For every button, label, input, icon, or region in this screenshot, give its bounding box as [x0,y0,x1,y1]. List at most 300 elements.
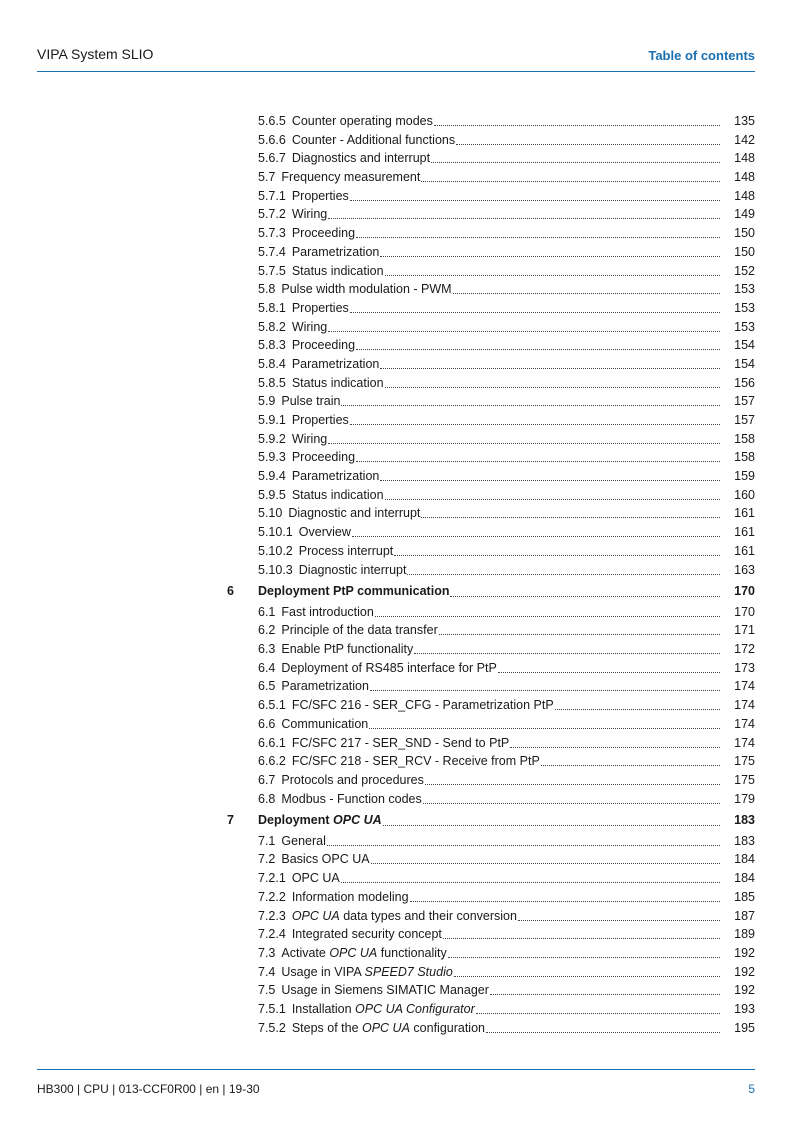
section-number: 6.5 [258,679,276,694]
toc-entry[interactable] [0,734,793,753]
toc-entry[interactable] [0,850,793,869]
toc-entry[interactable] [0,318,793,337]
dot-leader [486,1019,720,1033]
toc-entry-title [258,850,370,869]
header-rule [37,71,755,72]
toc-entry-title [258,790,422,809]
section-number: 6.4 [258,660,276,675]
toc-entry-title [258,1000,475,1019]
section-number: 7.2.3 [258,908,286,923]
section-number: 5.9.2 [258,431,286,446]
toc-entry-text [258,925,723,944]
toc-title-text: Deployment of RS485 interface for PtP [281,660,497,675]
toc-entry-title [258,131,455,150]
toc-entry-title [258,299,349,318]
toc-entry[interactable] [0,963,793,982]
toc-entry[interactable] [0,659,793,678]
toc-entry-title [258,355,379,374]
dot-leader [421,504,720,518]
dot-leader [394,542,720,556]
toc-title-text: Modbus - Function codes [281,791,422,806]
dot-leader [356,224,720,238]
toc-title-text: Frequency measurement [281,170,421,185]
toc-title-text: Integrated security concept [291,927,442,942]
toc-entry-title [258,262,384,281]
toc-entry-text [258,168,723,187]
toc-page-number: 192 [734,964,755,979]
section-number: 5.8.2 [258,319,286,334]
toc-title-text: Usage in Siemens SIMATIC Manager [281,983,489,998]
toc-entry-title [258,205,327,224]
section-number: 5.8.3 [258,338,286,353]
toc-entry-text [258,850,723,869]
toc-entry[interactable] [0,355,793,374]
section-number: 5.9.4 [258,469,286,484]
toc-entry-text [258,262,723,281]
dot-leader [369,715,720,729]
toc-entry-title [258,224,355,243]
toc-entry[interactable] [0,696,793,715]
toc-entry-title [258,621,438,640]
toc-page-number: 161 [734,506,755,521]
toc-entry-text [258,659,723,678]
section-number: 7.5 [258,983,276,998]
toc-page-number: 183 [734,833,755,848]
toc-entry-text [258,224,723,243]
section-number: 5.10.1 [258,525,293,540]
toc-title-italic: SPEED7 Studio [364,964,453,979]
toc-entry-title [258,715,368,734]
dot-leader [328,318,720,332]
toc-entry-title [258,542,393,561]
toc-page-number: 148 [734,151,755,166]
toc-page-number: 153 [734,300,755,315]
dot-leader [370,677,720,691]
toc-title-text: Usage in VIPA [281,964,365,979]
section-number: 5.6.7 [258,151,286,166]
toc-title-text: Status indication [291,487,384,502]
toc-title-text: Parametrization [281,679,369,694]
dot-leader [350,187,720,201]
toc-entry[interactable] [0,925,793,944]
toc-title-italic: OPC UA [291,908,340,923]
toc-title-text: functionality [377,945,447,960]
toc-title-text: Properties [291,188,349,203]
toc-entry-title [258,832,326,851]
toc-page-number: 158 [734,450,755,465]
toc-entry[interactable] [0,374,793,393]
toc-entry[interactable] [0,907,793,926]
toc-entry-title [258,810,382,832]
footer-rule [37,1069,755,1070]
toc-entry-text [258,869,723,888]
section-number: 5.7.3 [258,226,286,241]
toc-page-number: 171 [734,623,755,638]
toc-title-text: FC/SFC 216 - SER_CFG - Parametrization PtP [291,698,554,713]
section-number: 5.8 [258,282,276,297]
section-number: 6.5.1 [258,698,286,713]
toc-entry-title [258,981,489,1000]
toc-entry-title [258,280,452,299]
toc-title-text: Diagnostics and interrupt [291,151,431,166]
toc-title-italic: OPC UA [333,813,382,828]
toc-title-text: Basics OPC UA [281,852,370,867]
toc-entry-text [258,299,723,318]
toc-entry-title [258,486,384,505]
toc-entry-text [258,187,723,206]
section-number: 7.2.1 [258,871,286,886]
toc-entry-text [258,963,723,982]
section-number: 5.7.5 [258,263,286,278]
toc-entry-text [258,486,723,505]
toc-entry-text [258,205,723,224]
section-number: 5.9 [258,394,276,409]
toc-entry-title [258,581,449,603]
toc-entry[interactable] [0,523,793,542]
toc-entry[interactable] [0,205,793,224]
dot-leader [421,168,720,182]
document-title: VIPA System SLIO [37,46,154,62]
toc-entry-title [258,907,517,926]
toc-entry-text [258,734,723,753]
toc-entry[interactable] [0,888,793,907]
section-number: 5.8.5 [258,375,286,390]
toc-entry-text [258,1019,723,1038]
toc-entry[interactable] [0,542,793,561]
section-number: 6.6.2 [258,754,286,769]
dot-leader [434,112,720,126]
toc-entry[interactable] [0,504,793,523]
toc-title-text: Proceeding [291,450,356,465]
toc-entry-title [258,1019,485,1038]
toc-page-number: 170 [734,604,755,619]
dot-leader [498,659,720,673]
dot-leader [423,790,720,804]
toc-entry-title [258,112,433,131]
toc-page-number: 152 [734,263,755,278]
toc-entry-title [258,640,413,659]
toc-title-text: Overview [298,525,351,540]
dot-leader [375,603,720,617]
section-number: 5.9.5 [258,487,286,502]
toc-page-number: 154 [734,338,755,353]
toc-entry-title [258,504,420,523]
toc-entry[interactable] [0,771,793,790]
section-number: 6.3 [258,642,276,657]
toc-title-text: Deployment [258,813,334,828]
toc-entry-title [258,187,349,206]
toc-title-text: Fast introduction [281,604,374,619]
toc-entry-text [258,715,723,734]
section-number: 5.9.1 [258,413,286,427]
toc-entry-text [258,336,723,355]
toc-page-number: 179 [734,791,755,806]
toc-entry[interactable] [0,467,793,486]
dot-leader [356,336,720,350]
toc-title-text: FC/SFC 218 - SER_RCV - Receive from PtP [291,754,540,769]
toc-entry[interactable] [0,112,793,131]
dot-leader [385,486,720,500]
toc-page-number: 149 [734,207,755,222]
dot-leader [380,243,720,257]
toc-page-number: 161 [734,525,755,540]
toc-entry-text [258,944,723,963]
toc-entry[interactable] [0,299,793,318]
dot-leader [371,850,720,864]
toc-entry-title [258,243,379,262]
toc-entry-title [258,963,453,982]
toc-page-number: 148 [734,188,755,203]
toc-entry-text [258,542,723,561]
toc-page-number: 184 [734,871,755,886]
toc-title-text: Diagnostic interrupt [298,562,407,577]
toc-entry-text [258,374,723,393]
toc-entry-text [258,621,723,640]
toc-entry-title [258,734,509,753]
toc-title-text: Communication [281,716,369,731]
toc-page-number: 159 [734,469,755,484]
dot-leader [383,810,720,826]
toc-entry-title [258,149,430,168]
section-number: 5.6.5 [258,114,286,128]
toc-page-number: 170 [734,584,755,599]
footer-document-id: HB300 | CPU | 013-CCF0R00 | en | 19-30 [37,1082,260,1096]
toc-page-number: 185 [734,889,755,904]
toc-entry-text [258,696,723,715]
dot-leader [456,131,720,145]
toc-entry-text [258,448,723,467]
toc-entry-text [258,243,723,262]
toc-entry-text [258,467,723,486]
toc-entry-title [258,168,420,187]
toc-page-number: 158 [734,431,755,446]
toc-entry[interactable] [0,1019,793,1038]
toc-page-number: 150 [734,244,755,259]
toc-page-number: 192 [734,983,755,998]
dot-leader [555,696,720,710]
section-number: 7.5.2 [258,1020,286,1035]
toc-title-text: Information modeling [291,889,409,904]
toc-title-text: Installation [291,1001,356,1016]
toc-entry-title [258,467,379,486]
toc-page-number: 148 [734,170,755,185]
section-number: 7.5.1 [258,1001,286,1016]
toc-title-text: Properties [291,413,349,427]
toc-title-text: Counter operating modes [291,114,433,128]
dot-leader [476,1000,720,1014]
toc-page-number: 157 [734,413,755,427]
toc-entry-text [258,280,723,299]
dot-leader [518,907,720,921]
section-number: 6.7 [258,772,276,787]
section-number: 5.8.4 [258,356,286,371]
toc-entry-text [258,771,723,790]
toc-page-number: 142 [734,132,755,147]
toc-entry-text [258,131,723,150]
toc-page-number: 192 [734,945,755,960]
toc-entry[interactable] [0,224,793,243]
chapter-number: 7 [227,813,234,828]
toc-entry-text [258,523,723,542]
section-number: 7.2.4 [258,927,286,942]
toc-entry[interactable] [0,149,793,168]
toc-title-text: Pulse train [281,394,341,409]
toc-page-number: 157 [734,394,755,409]
section-number: 7.1 [258,833,276,848]
toc-page-number: 161 [734,543,755,558]
toc-page-number: 189 [734,927,755,942]
dot-leader [410,888,720,902]
toc-page-number: 135 [734,114,755,128]
toc-entry[interactable] [0,752,793,771]
toc-title-text: Wiring [291,431,328,446]
toc-entry[interactable] [0,411,793,430]
toc-entry[interactable] [0,561,793,580]
toc-entry[interactable] [0,677,793,696]
dot-leader [350,411,720,425]
toc-page-number: 153 [734,319,755,334]
toc-title-text: General [281,833,326,848]
toc-entry-text [258,907,723,926]
toc-entry[interactable] [0,640,793,659]
toc-entry[interactable] [0,1000,793,1019]
toc-page-number: 160 [734,487,755,502]
toc-entry[interactable] [0,392,793,411]
section-number: 6.2 [258,623,276,638]
section-title: Table of contents [648,48,755,63]
toc-title-text: Status indication [291,263,384,278]
section-number: 5.8.1 [258,300,286,315]
toc-entry[interactable] [0,486,793,505]
dot-leader [439,621,720,635]
table-of-contents [0,112,793,1037]
toc-entry-title [258,430,327,449]
toc-title-text: Wiring [291,319,328,334]
toc-entry-title [258,771,424,790]
section-number: 7.4 [258,964,276,979]
toc-entry-title [258,677,369,696]
toc-title-text: Counter - Additional functions [291,132,456,147]
toc-title-text: Parametrization [291,244,380,259]
toc-entry[interactable] [0,243,793,262]
section-number: 5.10.2 [258,543,293,558]
toc-page-number: 193 [734,1001,755,1016]
toc-entry[interactable] [0,603,793,622]
toc-chapter-entry[interactable] [0,810,793,832]
toc-entry-text [258,504,723,523]
toc-page-number: 174 [734,679,755,694]
toc-title-text: Proceeding [291,338,356,353]
toc-entry-title [258,448,355,467]
toc-entry[interactable] [0,621,793,640]
toc-entry-title [258,888,409,907]
dot-leader [453,280,720,294]
toc-entry[interactable] [0,430,793,449]
dot-leader [414,640,720,654]
section-number: 5.7 [258,170,276,185]
toc-entry-title [258,411,349,430]
page-number: 5 [748,1082,755,1096]
toc-entry[interactable] [0,832,793,851]
toc-title-text: Parametrization [291,356,380,371]
toc-entry-text [258,677,723,696]
toc-title-text: Diagnostic and interrupt [288,506,421,521]
section-number: 5.9.3 [258,450,286,465]
chapter-number: 6 [227,584,234,599]
dot-leader [341,869,720,883]
toc-title-text: Steps of the [291,1020,362,1035]
toc-entry-text [258,603,723,622]
toc-entry[interactable] [0,944,793,963]
toc-title-italic: OPC UA [362,1020,410,1035]
toc-title-text: Wiring [291,207,328,222]
toc-title-text: data types and their conversion [339,908,517,923]
dot-leader [450,581,720,597]
section-number: 5.6.6 [258,132,286,147]
dot-leader [407,561,720,575]
toc-entry-title [258,752,540,771]
toc-title-text: Status indication [291,375,384,390]
toc-entry-text [258,888,723,907]
toc-page-number: 150 [734,226,755,241]
section-number: 5.7.4 [258,244,286,259]
dot-leader [352,523,720,537]
toc-entry[interactable] [0,869,793,888]
toc-entry[interactable] [0,715,793,734]
toc-entry-title [258,523,351,542]
toc-page-number: 153 [734,282,755,297]
toc-entry-title [258,869,340,888]
toc-entry-text [258,392,723,411]
dot-leader [341,392,720,406]
toc-page-number: 175 [734,772,755,787]
toc-entry[interactable] [0,336,793,355]
toc-title-text: Deployment PtP communication [258,584,450,599]
toc-entry-title [258,374,384,393]
dot-leader [385,374,720,388]
toc-title-text: configuration [409,1020,485,1035]
toc-entry[interactable] [0,981,793,1000]
section-number: 5.10.3 [258,562,293,577]
toc-entry[interactable] [0,280,793,299]
section-number: 5.7.1 [258,188,286,203]
section-number: 7.3 [258,945,276,960]
dot-leader [380,467,720,481]
toc-page-number: 154 [734,356,755,371]
toc-entry[interactable] [0,187,793,206]
toc-entry-text [258,581,723,603]
dot-leader [380,355,720,369]
dot-leader [454,963,720,977]
toc-entry[interactable] [0,168,793,187]
toc-entry-text [258,832,723,851]
toc-entry[interactable] [0,131,793,150]
toc-entry-title [258,659,497,678]
dot-leader [431,149,720,163]
toc-entry[interactable] [0,262,793,281]
toc-page-number: 174 [734,716,755,731]
toc-entry-title [258,336,355,355]
toc-entry[interactable] [0,790,793,809]
toc-entry-text [258,112,723,131]
toc-entry[interactable] [0,448,793,467]
dot-leader [327,832,720,846]
toc-entry-text [258,430,723,449]
dot-leader [328,430,720,444]
toc-chapter-entry[interactable] [0,581,793,603]
toc-title-text: Properties [291,300,349,315]
toc-entry-title [258,696,554,715]
